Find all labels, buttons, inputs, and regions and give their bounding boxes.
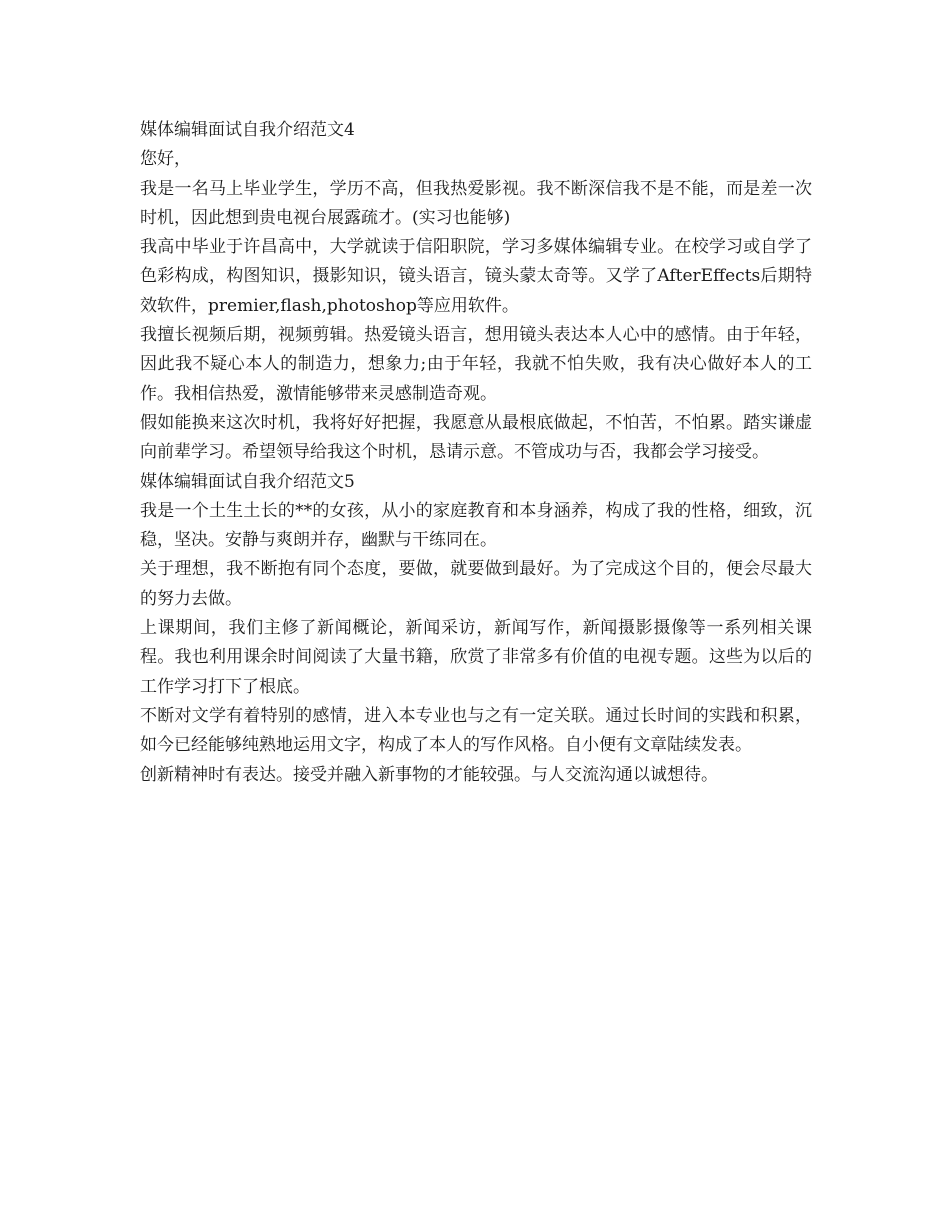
paragraph: 创新精神时有表达。接受并融入新事物的才能较强。与人交流沟通以诚想待。 [140,764,718,785]
paragraph: 上课期间，我们主修了新闻概论，新闻采访，新闻写作，新闻摄影摄像等一系列相关课程。我也利用课余时间阅读了大量书籍，欣赏了非常多有价值的电视专题。这些为以后的工作学习打下了根底。 [140,618,812,697]
paragraph: 我是一名马上毕业学生，学历不高，但我热爱影视。我不断深信我不是不能，而是差一次时机，因此想到贵电视台展露疏才。(实习也能够) [140,178,812,228]
document-body [140,116,812,790]
paragraph: 我是一个土生土长的**的女孩，从小的家庭教育和本身涵养，构成了我的性格，细致，沉稳，坚决。安静与爽朗并存，幽默与干练同在。 [140,500,812,551]
paragraph: 不断对文学有着特别的感情，进入本专业也与之有一定关联。通过长时间的实践和积累，如今已经能够纯熟地运用文字，构成了本人的写作风格。自小便有文章陆续发表。 [140,705,812,756]
paragraph: 关于理想，我不断抱有同个态度，要做，就要做到最好。为了完成这个目的，便会尽最大的努力去做。 [140,559,812,609]
paragraph: 假如能换来这次时机，我将好好把握，我愿意从最根底做起，不怕苦，不怕累。踏实谦虚向前辈学习。希望领导给我这个时机，恳请示意。不管成功与否，我都会学习接受。 [140,412,812,463]
section-heading: 媒体编辑面试自我介绍范文4 [140,120,355,140]
paragraph: 我擅长视频后期，视频剪辑。热爱镜头语言，想用镜头表达本人心中的感情。由于年轻，因此我不疑心本人的制造力，想象力;由于年轻，我就不怕失败，我有决心做好本人的工作。我相信热爱，激情能够带来灵感制造奇观。 [140,325,812,404]
paragraph: 我高中毕业于许昌高中，大学就读于信阳职院，学习多媒体编辑专业。在校学习或自学了色彩构成，构图知识，摄影知识，镜头语言，镜头蒙太奇等。又学了AfterEffects后期特效软件，premier,flash,photoshop等应用软件。 [140,237,812,316]
section-heading: 媒体编辑面试自我介绍范文5 [140,471,355,492]
greeting: 您好， [140,149,191,170]
